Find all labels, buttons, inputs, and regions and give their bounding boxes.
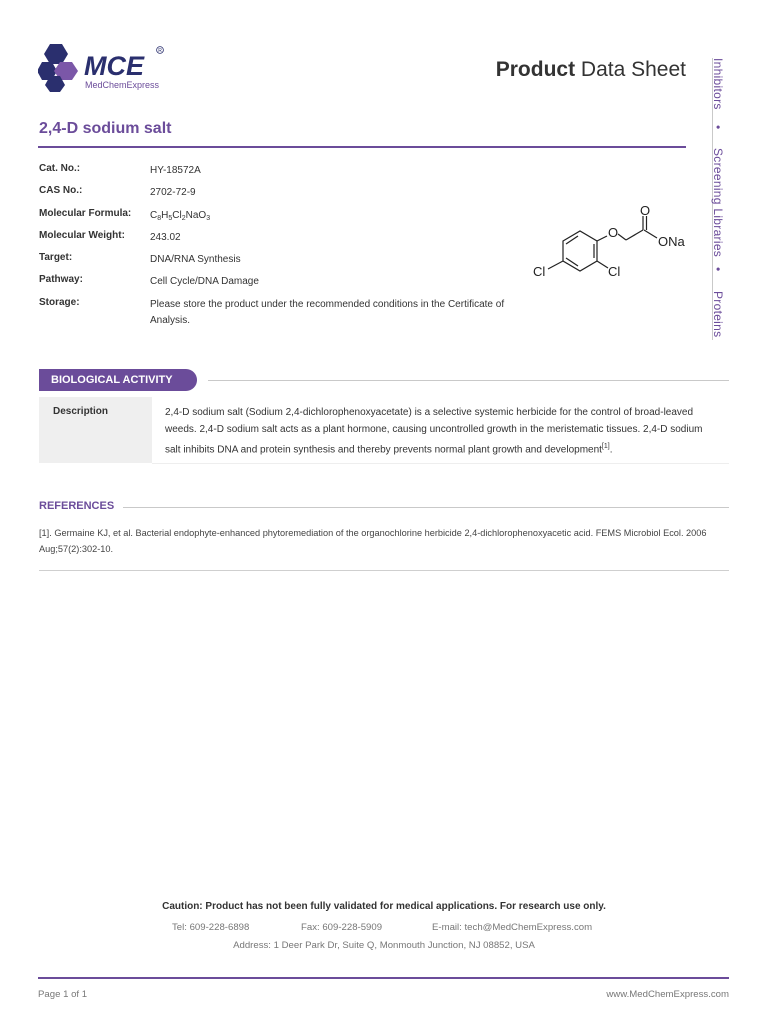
pathway-value: Cell Cycle/DNA Damage xyxy=(150,276,259,288)
atom-cl-right: Cl xyxy=(608,264,621,279)
side-nav-screening-libraries[interactable]: Screening Libraries xyxy=(711,148,725,258)
page-number: Page 1 of 1 xyxy=(38,989,88,1000)
contact-tel: Tel: 609-228-6898 xyxy=(172,922,250,933)
target-value: DNA/RNA Synthesis xyxy=(150,254,241,266)
chemical-structure xyxy=(528,200,693,285)
contact-fax: Fax: 609-228-5909 xyxy=(301,922,383,933)
page-title: Product Data Sheet xyxy=(495,58,686,81)
info-row-cat-no xyxy=(39,162,519,184)
info-label: Molecular Weight: xyxy=(39,229,125,241)
side-nav-proteins[interactable]: Proteins xyxy=(711,291,725,338)
references-rule xyxy=(39,570,729,571)
description-text: 2,4-D sodium salt (Sodium 2,4-dichlorophenoxyacetate) is a selective systemic herbicide for the control of broad-leaved weeds. 2,4-D sodium salt acts as a plant hormone, causing uncontrolled growth in the meristematic tissues. 2,4-D sodium salt inhibits DNA and protein synthesis and thereby prevents normal plant growth and development[1]. xyxy=(165,407,703,456)
cat-no-value: HY-18572A xyxy=(150,165,201,176)
info-row-pathway xyxy=(39,273,519,295)
atom-o-carbonyl: O xyxy=(640,203,651,218)
product-name: 2,4-D sodium salt xyxy=(39,120,172,137)
title-rule xyxy=(38,146,686,148)
info-label: Molecular Formula: xyxy=(39,207,132,219)
website-link[interactable]: www.MedChemExpress.com xyxy=(606,989,729,1000)
contact-email[interactable]: E-mail: tech@MedChemExpress.com xyxy=(432,922,593,933)
svg-text:R: R xyxy=(158,48,162,54)
mce-logo xyxy=(38,42,173,94)
info-row-weight xyxy=(39,229,519,251)
description-label: Description xyxy=(53,406,109,417)
product-info-table xyxy=(39,162,519,329)
atom-ona: ONa xyxy=(658,234,685,249)
side-nav-bullet: • xyxy=(711,125,725,130)
references-heading: REFERENCES xyxy=(39,500,115,512)
info-label: Target: xyxy=(39,252,73,264)
citation-ref[interactable]: [1] xyxy=(601,443,610,450)
info-row-target xyxy=(39,251,519,273)
caution-notice: Caution: Product has not been fully validated for medical applications. For research use only. xyxy=(162,901,606,912)
side-nav xyxy=(705,58,735,358)
atom-o-ether: O xyxy=(608,225,619,240)
logo-subtitle: MedChemExpress xyxy=(85,80,160,90)
info-label: Storage: xyxy=(39,296,80,308)
info-row-storage xyxy=(39,296,519,329)
section-divider xyxy=(123,507,729,508)
cas-no-value: 2702-72-9 xyxy=(150,187,196,199)
logo-wordmark: MCE xyxy=(84,51,144,81)
side-nav-inhibitors[interactable]: Inhibitors xyxy=(711,58,725,110)
info-label: Cat. No.: xyxy=(39,163,81,174)
storage-value: Please store the product under the recommended conditions in the Certificate of Analysis. xyxy=(150,298,505,326)
info-row-formula xyxy=(39,207,519,229)
side-nav-bullet: • xyxy=(711,267,725,272)
description-rule xyxy=(152,463,729,464)
formula-value: $C_8H_5Cl_2NaO_3$ xyxy=(150,209,211,222)
info-label: Pathway: xyxy=(39,274,83,286)
info-label: CAS No.: xyxy=(39,185,83,197)
section-divider xyxy=(208,380,729,381)
footer-rule xyxy=(38,977,729,979)
biological-activity-heading: BIOLOGICAL ACTIVITY xyxy=(39,369,197,391)
atom-cl-left: Cl xyxy=(533,264,546,279)
weight-value: 243.02 xyxy=(150,231,181,243)
contact-address: Address: 1 Deer Park Dr, Suite Q, Monmouth Junction, NJ 08852, USA xyxy=(233,940,535,951)
reference-item: [1]. Germaine KJ, et al. Bacterial endophyte-enhanced phytoremediation of the organochlorine herbicide 2,4-dichlorophenoxyacetic acid. FEMS Microbiol Ecol. 2006 Aug;57(2):302-10. xyxy=(39,528,707,554)
info-row-cas-no xyxy=(39,184,519,206)
